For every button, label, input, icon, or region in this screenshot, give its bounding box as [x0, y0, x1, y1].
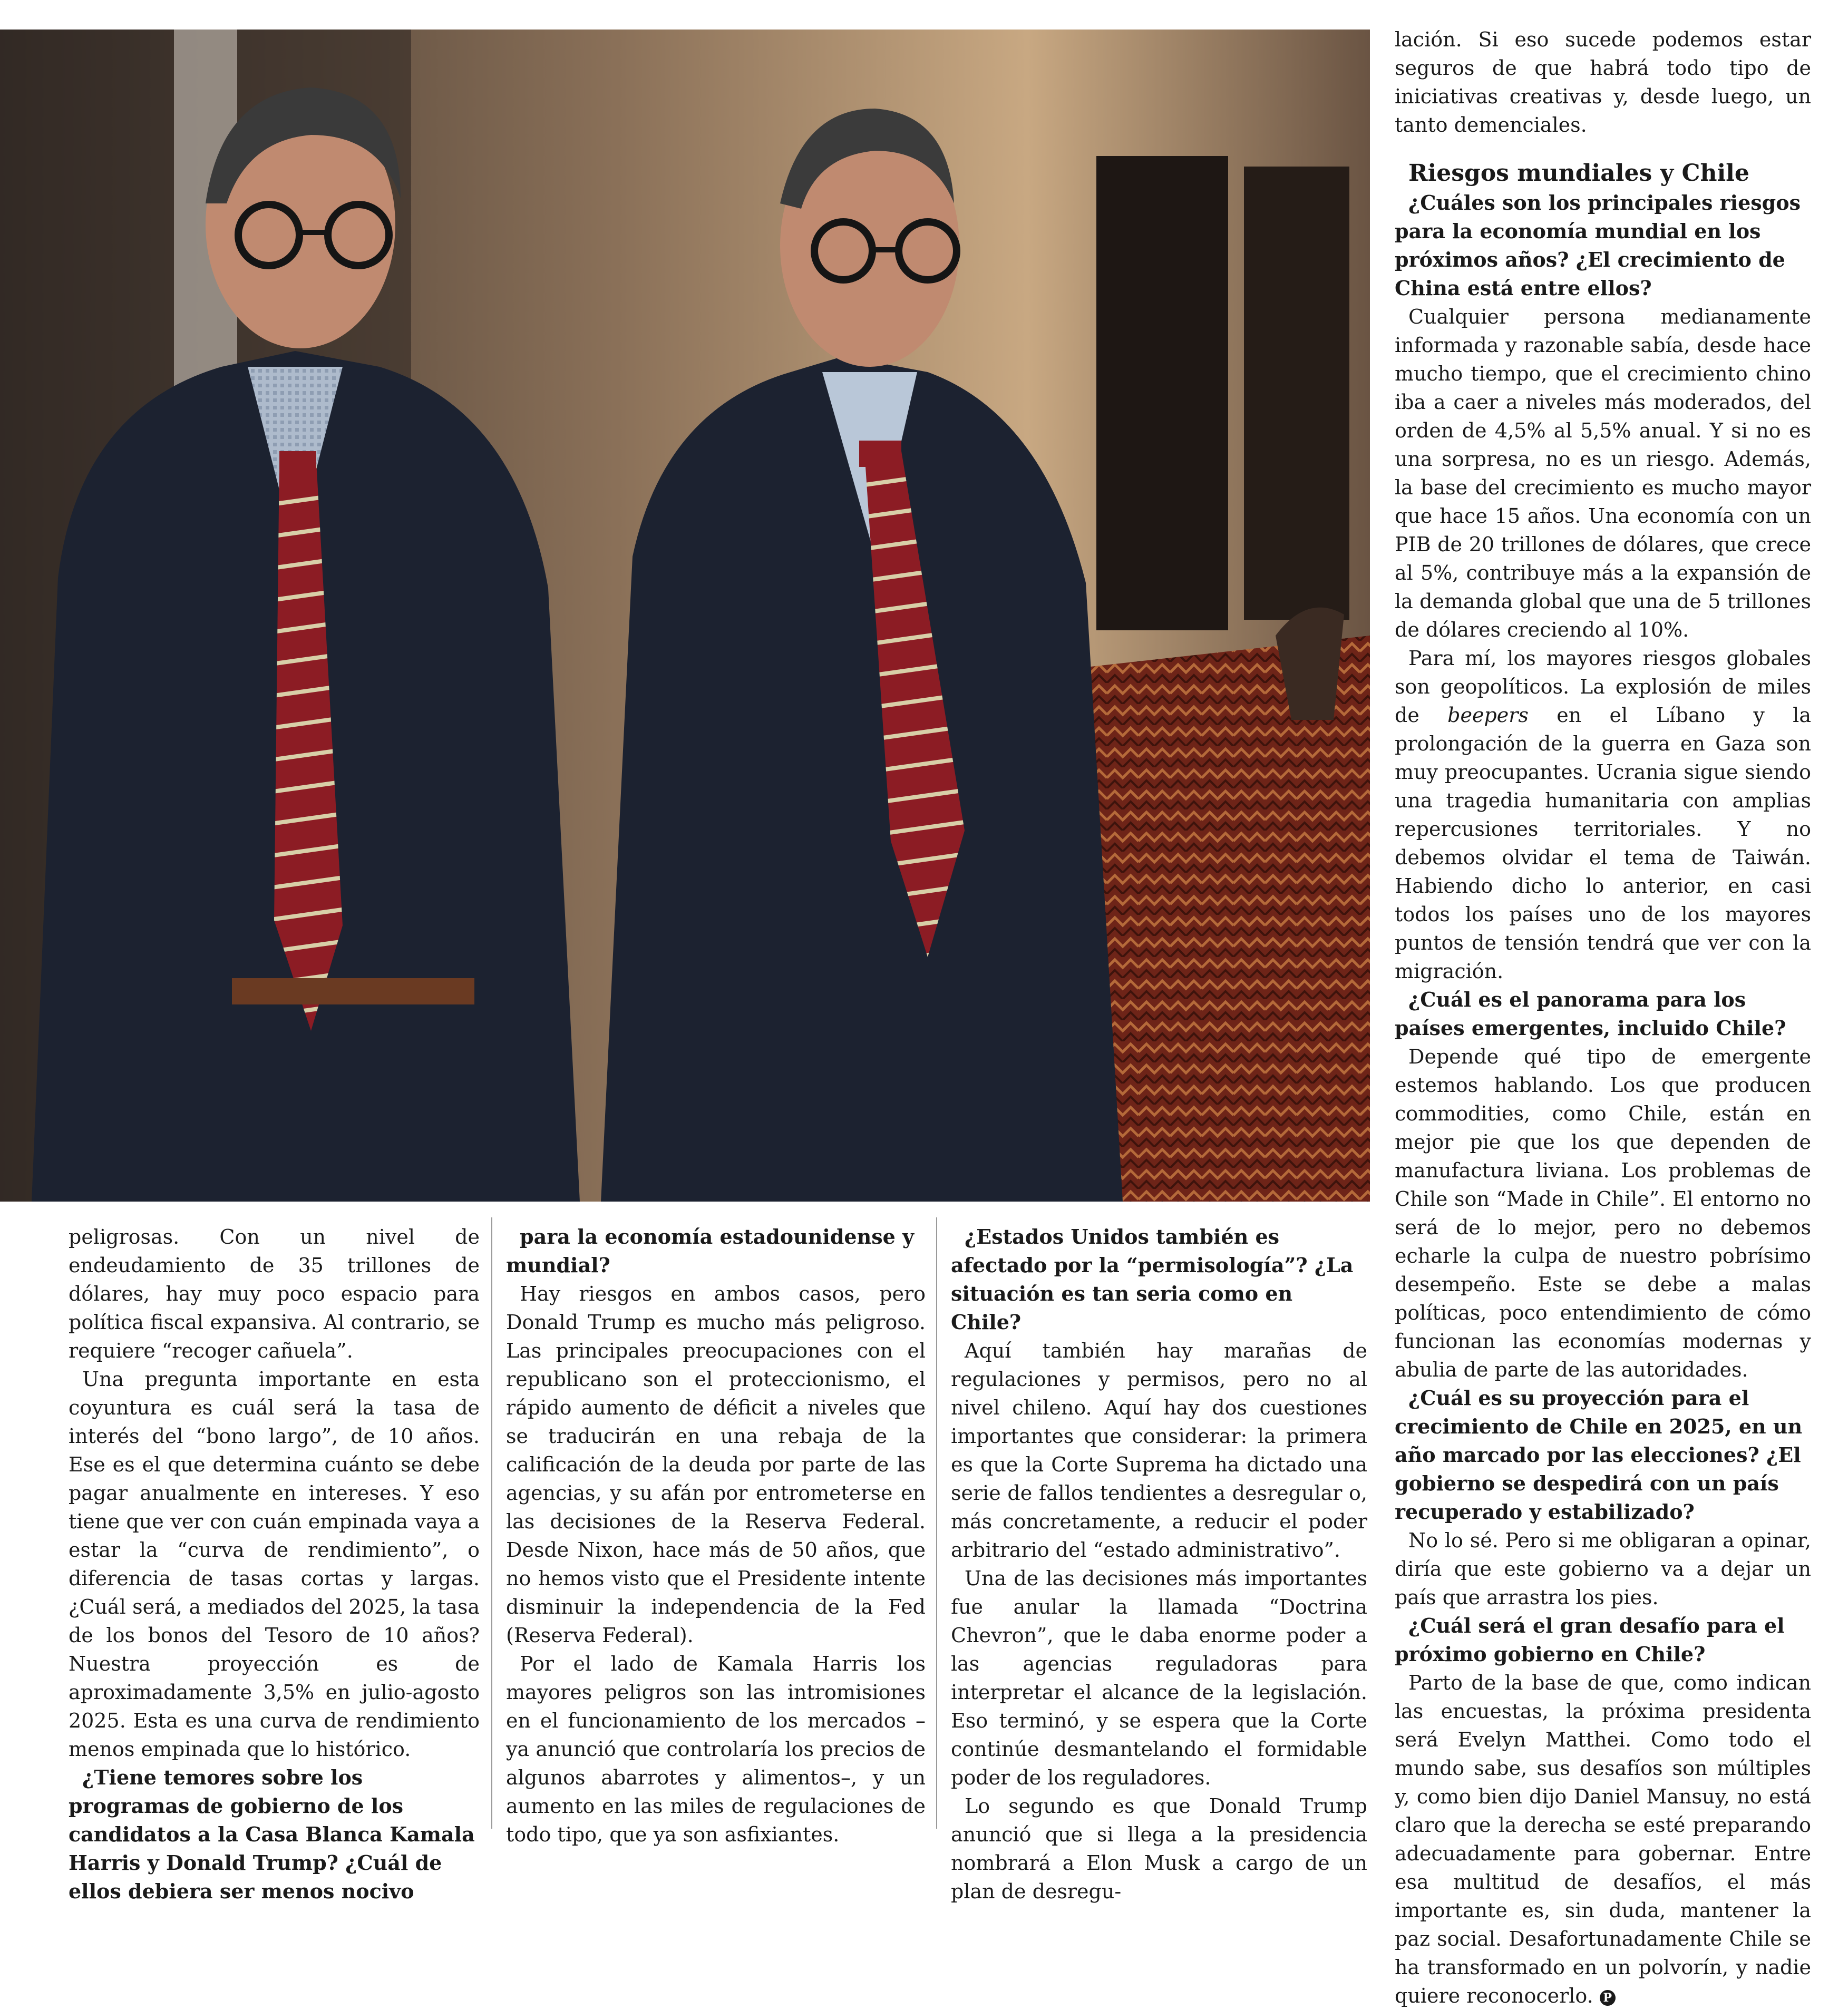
- paragraph: Una de las decisiones más importantes fue anular la llamada “Doctrina Chevron”, que le daba enorme poder a las agencias reguladoras para interpretar el alcance de la legislación. Eso terminó, y se espera que la Corte continúe desmantelando el formidable poder de los reguladores.: [951, 1567, 1367, 1789]
- article-column-right: [1395, 25, 1811, 2010]
- paragraph: Cualquier persona medianamente informada y razonable sabía, desde hace mucho tiempo, que el crecimiento chino iba a caer a niveles más moderados, del orden de 4,5% al 5,5% anual. Y si no es una sorpresa, no es un riesgo. Además, la base del crecimiento es mucho mayor que hace 15 años. Una economía con un PIB de 20 trillones de dólares, que crece al 5%, contribuye más a la expansión de la demanda global que una de 5 trillones de dólares creciendo al 10%.: [1395, 305, 1811, 641]
- paragraph: No lo sé. Pero si me obligaran a opinar, diría que este gobierno va a dejar un país que arrastra los pies.: [1395, 1529, 1811, 1609]
- article-column-2: [506, 1223, 926, 1849]
- interview-question: ¿Estados Unidos también es afectado por la “permisología”? ¿La situación es tan seria como en Chile?: [951, 1225, 1354, 1334]
- paragraph: lación. Si eso sucede podemos estar seguros de que habrá todo tipo de iniciativas creativas y, desde luego, un tanto demenciales.: [1395, 28, 1811, 136]
- column-rule: [491, 1217, 492, 1829]
- paragraph: Para mí, los mayores riesgos globales son geopolíticos. La explosión de miles de beepers en el Líbano y la prolongación de la guerra en Gaza son muy preocupantes. Ucrania sigue siendo una tragedia humanitaria con amplias repercusiones territoriales. Y no debemos olvidar el tema de Taiwán. Habiendo dicho lo anterior, en casi todos los países uno de los mayores puntos de tensión tendrá que ver con la migración.: [1395, 647, 1811, 983]
- article-column-3: [951, 1223, 1367, 1906]
- section-subhead: Riesgos mundiales y Chile: [1408, 160, 1749, 187]
- interview-question: ¿Cuál será el gran desafío para el próximo gobierno en Chile?: [1395, 1614, 1785, 1666]
- article-column-1: [69, 1223, 480, 1906]
- end-mark-icon: P: [1600, 1990, 1616, 2006]
- paragraph: Lo segundo es que Donald Trump anunció que si llega a la presidencia nombrará a Elon Musk a cargo de un plan de desregu-: [951, 1794, 1367, 1903]
- paragraph: Aquí también hay marañas de regulaciones y permisos, pero no al nivel chileno. Aquí hay dos cuestiones importantes que considerar: la primera es que la Corte Suprema ha dictado una serie de fallos tendientes a desregular o, más concretamente, a reducir el poder arbitrario del “estado administrativo”.: [951, 1339, 1367, 1562]
- paragraph: Depende qué tipo de emergente estemos hablando. Los que producen commodities, como Chile, están en mejor pie que los que dependen de manufactura liviana. Los problemas de Chile son “Made in Chile”. El entorno no será de lo mejor, pero no debemos echarle la culpa de nuestro pobrísimo desempeño. Este se debe a malas políticas, poco entendimiento de cómo funcionan las economías modernas y abulia de parte de las autoridades.: [1395, 1045, 1811, 1381]
- portrait-photo: [0, 30, 1370, 1202]
- interview-question: ¿Cuáles son los principales riesgos para la economía mundial en los próximos años? ¿El crecimiento de China está entre ellos?: [1395, 191, 1801, 300]
- paragraph: Parto de la base de que, como indican las encuestas, la próxima presidenta será Evelyn Matthei. Como todo el mundo sabe, sus desafíos son múltiples y, como bien dijo Daniel Mansuy, no está claro que la derecha se esté preparando adecuadamente para gobernar. Entre esa multitud de desafíos, el más importante es, sin duda, mantener la paz social. Desafortunadamente Chile se ha transformado en un polvorín, y nadie quiere reconocerlo. P: [1395, 1671, 1811, 2007]
- interview-question: para la economía estadounidense y mundial?: [506, 1225, 915, 1277]
- interview-question: ¿Cuál es el panorama para los países emergentes, incluido Chile?: [1395, 988, 1786, 1040]
- paragraph: Una pregunta importante en esta coyuntura es cuál será la tasa de interés del “bono largo”, de 10 años. Ese es el que determina cuánto se debe pagar anualmente en intereses. Y eso tiene que ver con cuán empinada vaya a estar la “curva de rendimiento”, o diferencia de tasas cortas y largas. ¿Cuál será, a mediados del 2025, la tasa de los bonos del Tesoro de 10 años? Nuestra proyección es de aproximadamente 3,5% en julio-agosto 2025. Esta es una curva de rendimiento menos empinada que lo histórico.: [69, 1368, 480, 1761]
- portrait-illustration: [0, 30, 1370, 1202]
- paragraph: peligrosas. Con un nivel de endeudamiento de 35 trillones de dólares, hay muy poco espacio para política fiscal expansiva. Al contrario, se requiere “recoger cañuela”.: [69, 1225, 480, 1362]
- interview-question: ¿Tiene temores sobre los programas de gobierno de los candidatos a la Casa Blanca Kamala Harris y Donald Trump? ¿Cuál de ellos debiera ser menos nocivo: [69, 1765, 475, 1903]
- paragraph: Por el lado de Kamala Harris los mayores peligros son las intromisiones en el funcionamiento de los mercados –ya anunció que controlaría los precios de algunos abarrotes y alimentos–, y un aumento en las miles de regulaciones de todo tipo, que ya son asfixiantes.: [506, 1652, 926, 1846]
- interview-question: ¿Cuál es su proyección para el crecimiento de Chile en 2025, en un año marcado por las elecciones? ¿El gobierno se despedirá con un país recuperado y estabilizado?: [1395, 1386, 1803, 1524]
- paragraph: Hay riesgos en ambos casos, pero Donald Trump es mucho más peligroso. Las principales preocupaciones con el republicano son el proteccionismo, el rápido aumento de déficit a niveles que se traducirán en una rebaja de la calificación de la deuda por parte de las agencias, y su afán por entrometerse en las decisiones de la Reserva Federal. Desde Nixon, hace más de 50 años, que no hemos visto que el Presidente intente disminuir la independencia de la Fed (Reserva Federal).: [506, 1282, 926, 1647]
- column-rule: [936, 1217, 937, 1829]
